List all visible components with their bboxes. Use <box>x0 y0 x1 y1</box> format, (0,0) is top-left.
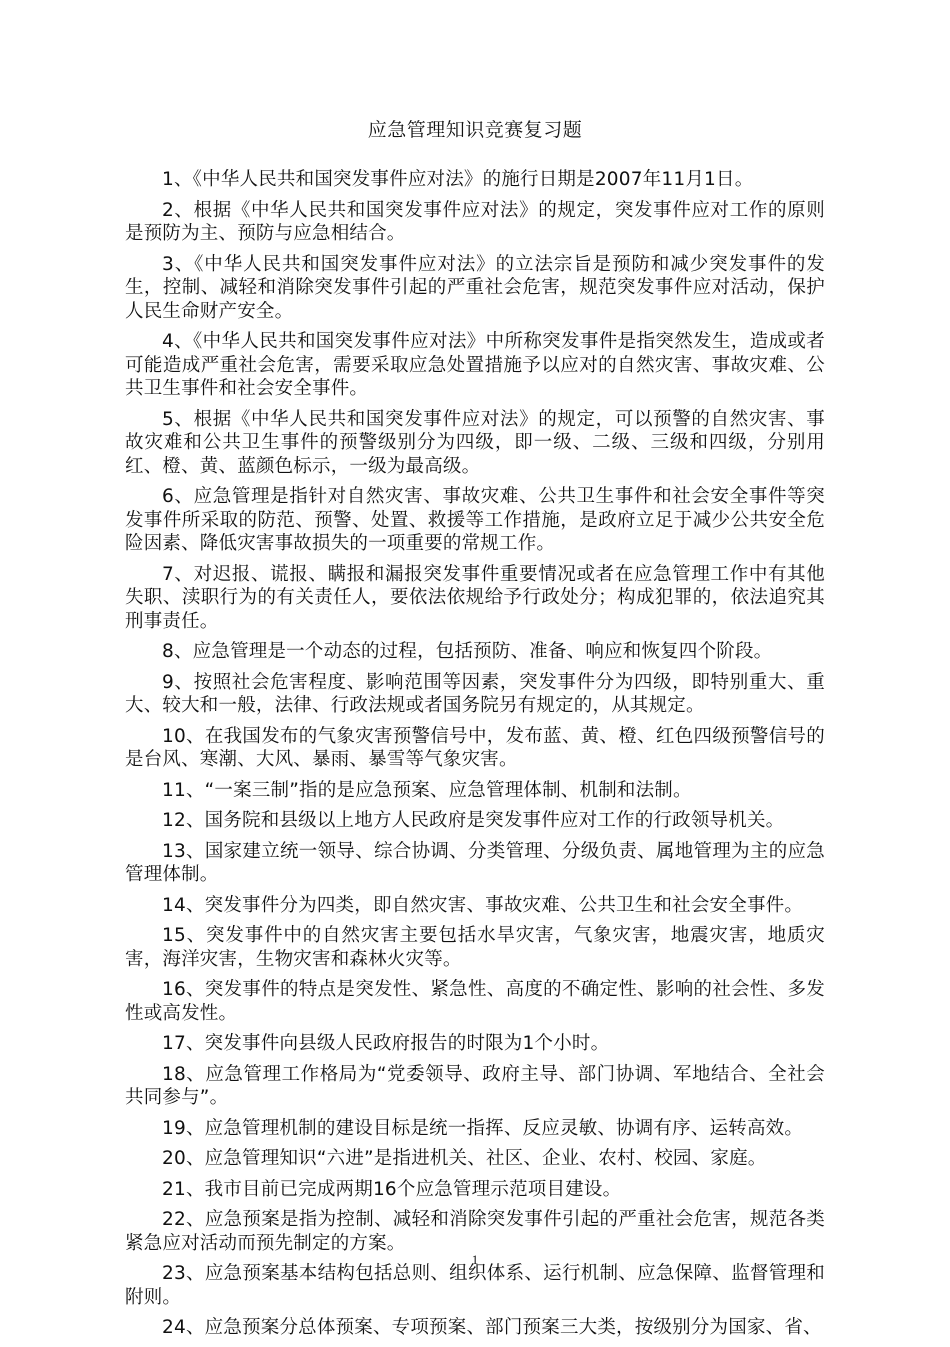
list-item: 14、突发事件分为四类，即自然灾害、事故灾难、公共卫生和社会安全事件。 <box>162 894 804 916</box>
document-title: 应急管理知识竞赛复习题 <box>367 119 583 141</box>
list-item: 18、应急管理工作格局为“党委领导、政府主导、部门协调、军地结合、全社会共同参与”。 <box>125 1063 825 1108</box>
list-item: 12、国务院和县级以上地方人民政府是突发事件应对工作的行政领导机关。 <box>162 810 785 831</box>
list-item: 23、应急预案基本结构包括总则、组织体系、运行机制、应急保障、监督管理和附则。 <box>125 1263 825 1308</box>
page-number: 1 <box>471 1252 479 1267</box>
list-item: 24、应急预案分总体预案、专项预案、部门预案三大类，按级别分为国家、省、 <box>162 1317 822 1338</box>
list-item: 19、应急管理机制的建设目标是统一指挥、反应灵敏、协调有序、运转高效。 <box>162 1117 804 1139</box>
list-item: 10、在我国发布的气象灾害预警信号中，发布蓝、黄、橙、红色四级预警信号的是台风、寒潮、大风、暴雨、暴雪等气象灾害。 <box>125 725 825 770</box>
list-item: 22、应急预案是指为控制、减轻和消除突发事件引起的严重社会危害，规范各类紧急应对活动而预先制定的方案。 <box>125 1209 825 1254</box>
question-list <box>125 168 825 1347</box>
list-item: 4、《中华人民共和国突发事件应对法》中所称突发事件是指突然发生，造成或者可能造成严重社会危害，需要采取应急处置措施予以应对的自然灾害、事故灾难、公共卫生事件和社会安全事件。 <box>125 331 825 399</box>
list-item: 1、《中华人民共和国突发事件应对法》的施行日期是2007年11月1日。 <box>162 169 754 190</box>
list-item: 17、突发事件向县级人民政府报告的时限为1个小时。 <box>162 1033 610 1054</box>
list-item: 2、根据《中华人民共和国突发事件应对法》的规定，突发事件应对工作的原则是预防为主、预防与应急相结合。 <box>125 199 825 244</box>
list-item: 3、《中华人民共和国突发事件应对法》的立法宗旨是预防和减少突发事件的发生，控制、减轻和消除突发事件引起的严重社会危害，规范突发事件应对活动，保护人民生命财产安全。 <box>125 253 825 322</box>
list-item: 9、按照社会危害程度、影响范围等因素，突发事件分为四级，即特别重大、重大、较大和一般，法律、行政法规或者国务院另有规定的，从其规定。 <box>125 671 825 716</box>
list-item: 13、国家建立统一领导、综合协调、分类管理、分级负责、属地管理为主的应急管理体制。 <box>125 840 825 885</box>
list-item: 8、应急管理是一个动态的过程，包括预防、准备、响应和恢复四个阶段。 <box>162 641 773 662</box>
list-item: 20、应急管理知识“六进”是指进机关、社区、企业、农村、校园、家庭。 <box>162 1148 767 1169</box>
list-item: 11、“一案三制”指的是应急预案、应急管理体制、机制和法制。 <box>162 779 692 801</box>
list-item: 6、应急管理是指针对自然灾害、事故灾难、公共卫生事件和社会安全事件等突发事件所采取的防范、预警、处置、救援等工作措施，是政府立足于减少公共安全危险因素、降低灾害事故损失的一项重要的常规工作。 <box>125 486 825 554</box>
list-item: 21、我市目前已完成两期16个应急管理示范项目建设。 <box>162 1178 622 1200</box>
list-item: 5、根据《中华人民共和国突发事件应对法》的规定，可以预警的自然灾害、事故灾难和公共卫生事件的预警级别分为四级，即一级、二级、三级和四级，分别用红、橙、黄、蓝颜色标示，一级为最高级。 <box>125 408 825 477</box>
list-item: 15、突发事件中的自然灾害主要包括水旱灾害，气象灾害，地震灾害，地质灾害，海洋灾害，生物灾害和森林火灾等。 <box>125 925 825 970</box>
list-item: 16、突发事件的特点是突发性、紧急性、高度的不确定性、影响的社会性、多发性或高发性。 <box>125 979 825 1024</box>
list-item: 7、对迟报、谎报、瞒报和漏报突发事件重要情况或者在应急管理工作中有其他失职、渎职行为的有关责任人，要依法依规给予行政处分；构成犯罪的，依法追究其刑事责任。 <box>125 563 825 632</box>
